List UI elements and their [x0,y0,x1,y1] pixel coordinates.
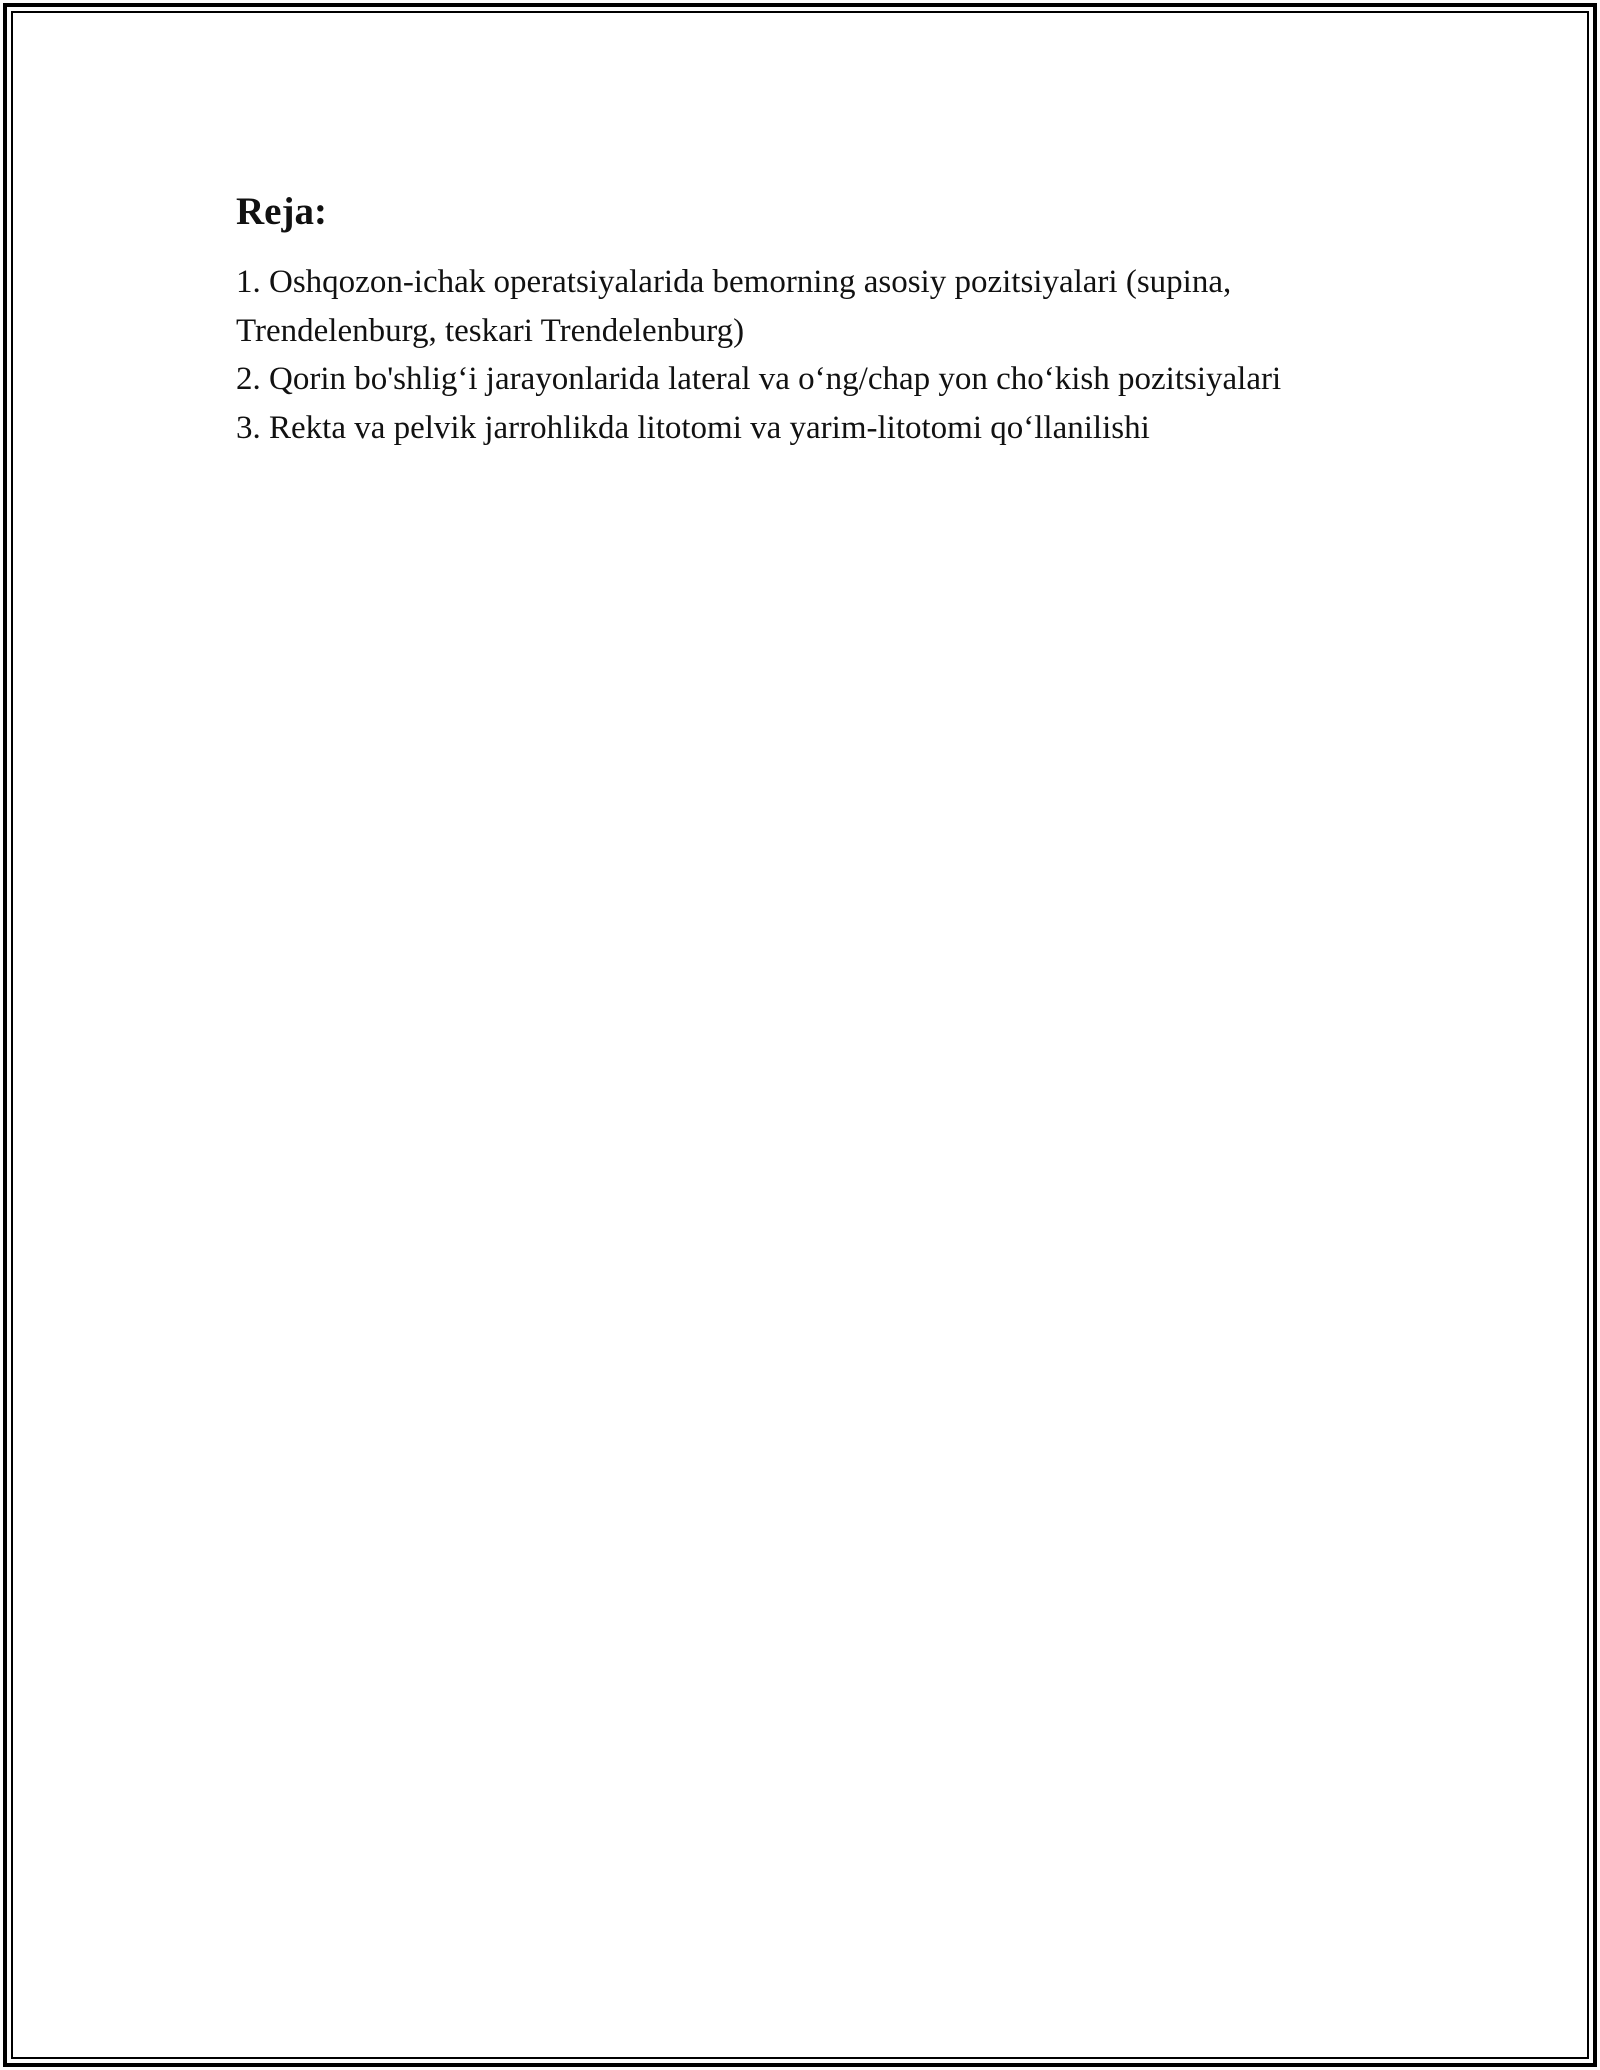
plan-item-2: 2. Qorin bo'shlig‘i jarayonlarida lateral va o‘ng/chap yon cho‘kish pozitsiyalari [236,361,1282,397]
document-content [236,186,1396,452]
plan-item-1: 1. Oshqozon-ichak operatsiyalarida bemorning asosiy pozitsiyalari (supina, Trendelenburg, teskari Trendelenburg) [236,264,1232,349]
plan-item-3: 3. Rekta va pelvik jarrohlikda litotomi va yarim-litotomi qo‘llanilishi [236,409,1150,446]
plan-list [236,258,1396,452]
plan-heading: Reja: [236,190,327,233]
